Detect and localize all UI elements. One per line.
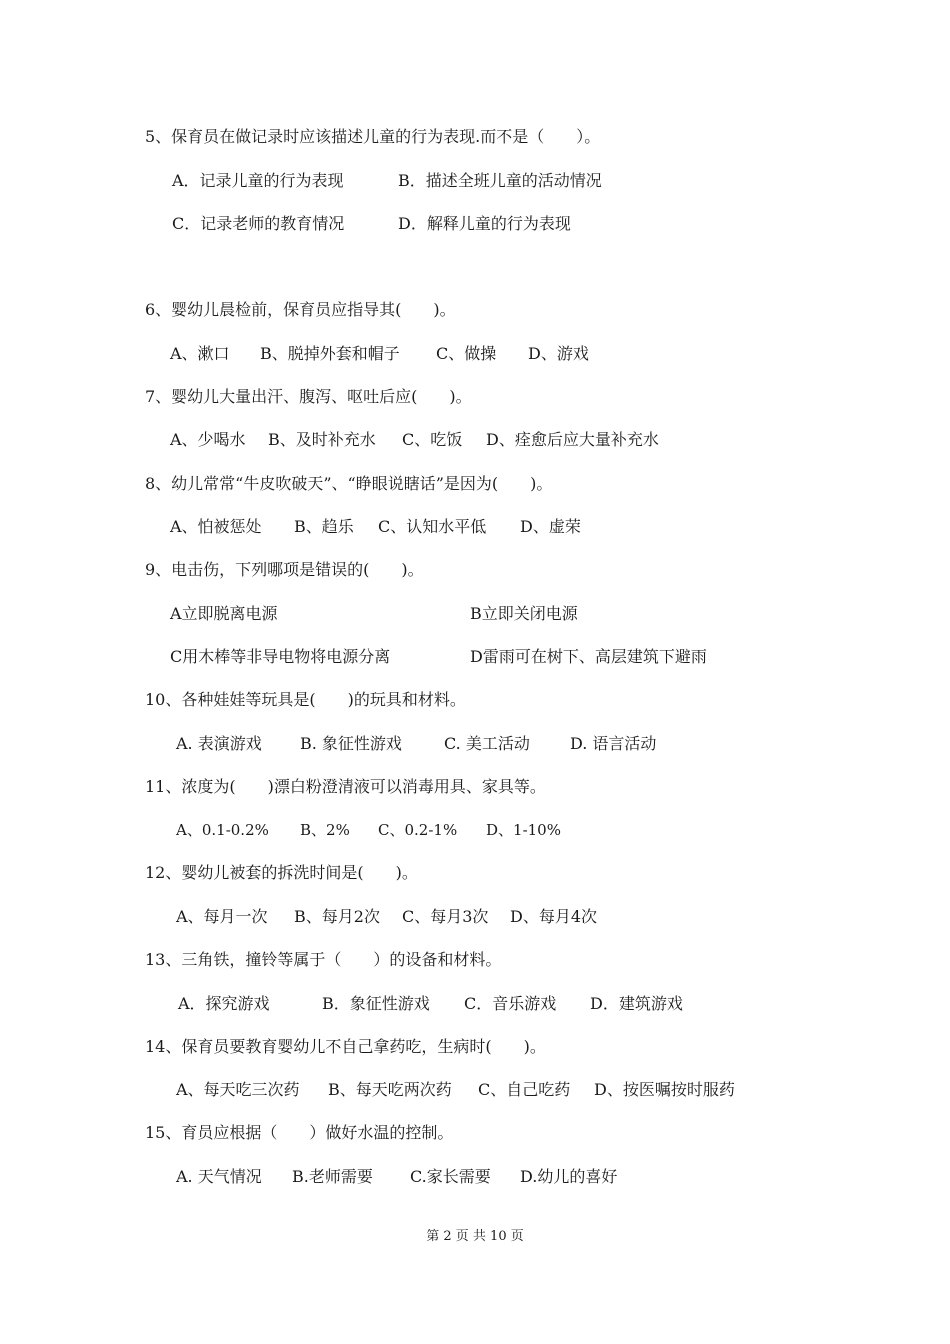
question-8-option-c: C、认知水平低 [378,517,487,536]
question-13-option-d: D．建筑游戏 [590,994,683,1013]
question-12-stem: 12、婴幼儿被套的拆洗时间是( )。 [145,863,418,882]
question-10-stem: 10、各种娃娃等玩具是( )的玩具和材料。 [145,690,466,709]
question-5-option-a: A．记录儿童的行为表现 [172,171,344,190]
question-12-option-a: A、每月一次 [176,907,268,926]
question-15-option-d: D.幼儿的喜好 [520,1167,618,1186]
question-10-option-c: C. 美工活动 [444,734,530,753]
question-10-option-a: A. 表演游戏 [176,734,262,753]
question-6-option-b: B、脱掉外套和帽子 [260,344,400,363]
question-9-stem: 9、电击伤，下列哪项是错误的( )。 [145,560,424,579]
question-6-option-d: D、游戏 [528,344,589,363]
question-13-option-b: B．象征性游戏 [322,994,430,1013]
question-5-stem: 5、保育员在做记录时应该描述儿童的行为表现.而不是（ ）。 [145,127,601,146]
question-11-option-c: C、0.2-1% [378,821,458,839]
question-8-option-d: D、虚荣 [520,517,581,536]
question-9-option-c: C用木棒等非导电物将电源分离 [170,647,391,666]
question-13-option-c: C．音乐游戏 [464,994,557,1013]
question-12-option-d: D、每月4次 [510,907,598,926]
question-7-option-a: A、少喝水 [170,430,246,449]
question-15-stem: 15、育员应根据（ ）做好水温的控制。 [145,1123,454,1142]
question-11-option-a: A、0.1-0.2% [176,821,269,839]
question-12-option-c: C、每月3次 [402,907,489,926]
question-6-option-c: C、做操 [436,344,497,363]
question-15-option-b: B.老师需要 [292,1167,373,1186]
question-11-option-d: D、1-10% [486,821,561,839]
question-13-option-a: A．探究游戏 [178,994,270,1013]
question-13-stem: 13、三角铁，撞铃等属于（ ）的设备和材料。 [145,950,502,969]
question-6-stem: 6、婴幼儿晨检前，保育员应指导其( )。 [145,300,456,319]
question-9-option-b: B立即关闭电源 [470,604,578,623]
question-9-option-d: D雷雨可在树下、高层建筑下避雨 [470,647,707,666]
question-10-option-d: D. 语言活动 [570,734,657,753]
question-14-option-b: B、每天吃两次药 [328,1080,452,1099]
question-12-option-b: B、每月2次 [294,907,380,926]
question-5-option-c: C．记录老师的教育情况 [172,214,345,233]
question-14-stem: 14、保育员要教育婴幼儿不自己拿药吃，生病时( )。 [145,1037,546,1056]
question-9-option-a: A立即脱离电源 [170,604,278,623]
question-8-option-a: A、怕被惩处 [170,517,262,536]
question-7-option-b: B、及时补充水 [268,430,376,449]
question-14-option-d: D、按医嘱按时服药 [594,1080,735,1099]
question-11-option-b: B、2% [300,821,350,839]
question-15-option-c: C.家长需要 [410,1167,491,1186]
question-14-option-a: A、每天吃三次药 [176,1080,300,1099]
question-5-option-d: D．解释儿童的行为表现 [398,214,571,233]
question-6-option-a: A、漱口 [170,344,230,363]
question-7-stem: 7、婴幼儿大量出汗、腹泻、呕吐后应( )。 [145,387,472,406]
question-7-option-d: D、痊愈后应大量补充水 [486,430,659,449]
question-15-option-a: A. 天气情况 [176,1167,262,1186]
question-8-option-b: B、趋乐 [294,517,354,536]
question-14-option-c: C、自己吃药 [478,1080,571,1099]
question-7-option-c: C、吃饭 [402,430,463,449]
question-11-stem: 11、浓度为( )漂白粉澄清液可以消毒用具、家具等。 [145,777,546,796]
question-10-option-b: B. 象征性游戏 [300,734,402,753]
question-8-stem: 8、幼儿常常“牛皮吹破天”、“睁眼说瞎话”是因为( )。 [145,474,553,493]
page-footer: 第 2 页 共 10 页 [426,1229,524,1244]
question-5-option-b: B．描述全班儿童的活动情况 [398,171,602,190]
